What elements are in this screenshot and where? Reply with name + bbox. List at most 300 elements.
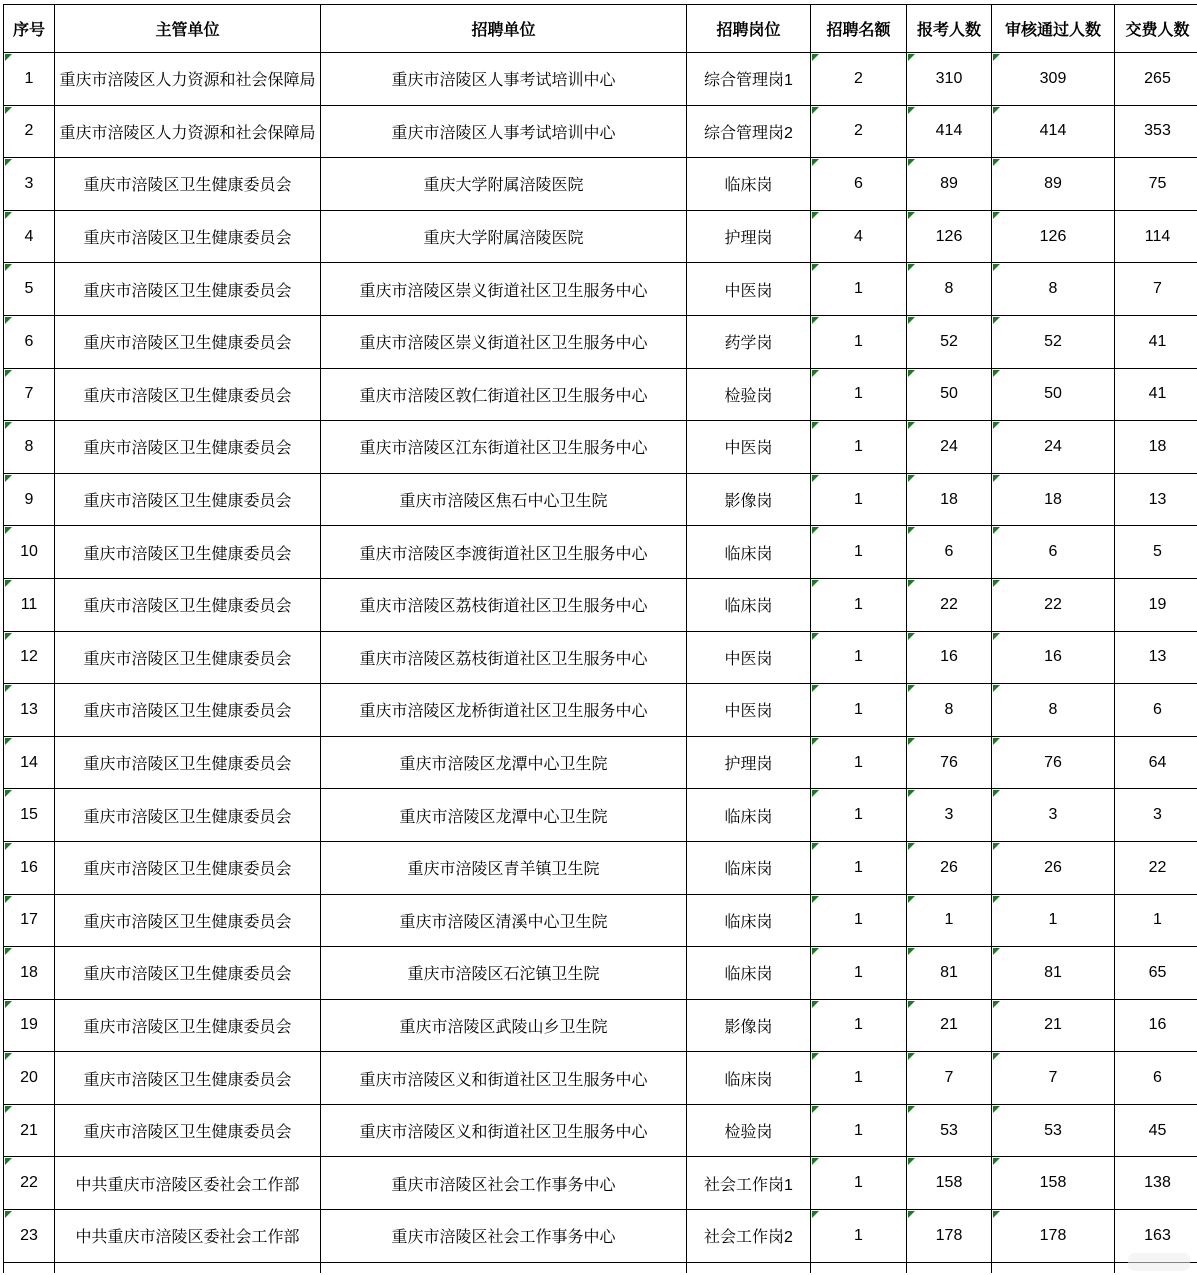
- cell-r19-c0[interactable]: 19: [4, 999, 55, 1052]
- cell-r14-c1[interactable]: 重庆市涪陵区卫生健康委员会: [55, 736, 321, 789]
- cell-r21-c7[interactable]: 45: [1115, 1104, 1197, 1157]
- cell-r21-c4[interactable]: 1: [811, 1104, 907, 1157]
- cell-r5-c0[interactable]: 5: [4, 263, 55, 316]
- cell-r23-c5[interactable]: 178: [907, 1210, 992, 1263]
- cell-r23-c2[interactable]: 重庆市涪陵区社会工作事务中心: [321, 1210, 687, 1263]
- cell-r17-c0[interactable]: 17: [4, 894, 55, 947]
- cell-r17-c5[interactable]: 1: [907, 894, 992, 947]
- number-as-text-triangle-icon: [908, 212, 915, 219]
- table-row: [4, 631, 1197, 684]
- cell-r12-c7[interactable]: 13: [1115, 631, 1197, 684]
- cell-r17-c1[interactable]: 重庆市涪陵区卫生健康委员会: [55, 894, 321, 947]
- number-as-text-triangle-icon: [5, 896, 12, 903]
- table-row: [4, 736, 1197, 789]
- table-row: [4, 841, 1197, 894]
- table-row: [4, 947, 1197, 1000]
- number-as-text-triangle-icon: [908, 685, 915, 692]
- cell-r11-c5[interactable]: 22: [907, 578, 992, 631]
- number-as-text-triangle-icon: [812, 159, 819, 166]
- cell-r14-c0[interactable]: 14: [4, 736, 55, 789]
- cell-r11-c1[interactable]: 重庆市涪陵区卫生健康委员会: [55, 578, 321, 631]
- cell-r1-c7[interactable]: 265: [1115, 53, 1197, 106]
- cell-r2-c2[interactable]: 重庆市涪陵区人事考试培训中心: [321, 105, 687, 158]
- table-row: [4, 894, 1197, 947]
- cell-r4-c4[interactable]: 4: [811, 210, 907, 263]
- cell-r2-c5[interactable]: 414: [907, 105, 992, 158]
- column-header-1[interactable]: 主管单位: [55, 5, 321, 53]
- table-row: [4, 789, 1197, 842]
- number-as-text-triangle-icon: [908, 896, 915, 903]
- cell-r16-c0[interactable]: 16: [4, 841, 55, 894]
- cell-r15-c3[interactable]: 临床岗: [687, 789, 811, 842]
- number-as-text-triangle-icon: [908, 527, 915, 534]
- table-row: [4, 999, 1197, 1052]
- cell-r15-c0[interactable]: 15: [4, 789, 55, 842]
- cell-r8-c3[interactable]: 中医岗: [687, 421, 811, 474]
- number-as-text-triangle-icon: [908, 422, 915, 429]
- number-as-text-triangle-icon: [812, 527, 819, 534]
- cell-r4-c3[interactable]: 护理岗: [687, 210, 811, 263]
- cell-r2-c0[interactable]: 2: [4, 105, 55, 158]
- cell-r6-c5[interactable]: 52: [907, 315, 992, 368]
- cell-r14-c7[interactable]: 64: [1115, 736, 1197, 789]
- cell-r12-c6[interactable]: 16: [992, 631, 1115, 684]
- number-as-text-triangle-icon: [5, 843, 12, 850]
- cell-r6-c4[interactable]: 1: [811, 315, 907, 368]
- partial-clipped-row: [4, 1262, 1197, 1273]
- cell-r11-c0[interactable]: 11: [4, 578, 55, 631]
- cell-r6-c1[interactable]: 重庆市涪陵区卫生健康委员会: [55, 315, 321, 368]
- cell-r19-c7[interactable]: 16: [1115, 999, 1197, 1052]
- number-as-text-triangle-icon: [812, 317, 819, 324]
- cell-r17-c4[interactable]: 1: [811, 894, 907, 947]
- cell-r23-c0[interactable]: 23: [4, 1210, 55, 1263]
- cell-r6-c6[interactable]: 52: [992, 315, 1115, 368]
- cell-r18-c2[interactable]: 重庆市涪陵区石沱镇卫生院: [321, 947, 687, 1000]
- number-as-text-triangle-icon: [908, 317, 915, 324]
- number-as-text-triangle-icon: [812, 370, 819, 377]
- empty-cell[interactable]: [4, 1262, 55, 1273]
- number-as-text-triangle-icon: [908, 1211, 915, 1218]
- number-as-text-triangle-icon: [812, 54, 819, 61]
- cell-r4-c6[interactable]: 126: [992, 210, 1115, 263]
- cell-r20-c0[interactable]: 20: [4, 1052, 55, 1105]
- empty-cell[interactable]: [687, 1262, 811, 1273]
- cell-r3-c4[interactable]: 6: [811, 158, 907, 211]
- cell-r6-c7[interactable]: 41: [1115, 315, 1197, 368]
- cell-r7-c7[interactable]: 41: [1115, 368, 1197, 421]
- cell-r22-c5[interactable]: 158: [907, 1157, 992, 1210]
- cell-r17-c2[interactable]: 重庆市涪陵区清溪中心卫生院: [321, 894, 687, 947]
- cell-r9-c0[interactable]: 9: [4, 473, 55, 526]
- number-as-text-triangle-icon: [5, 159, 12, 166]
- cell-r17-c7[interactable]: 1: [1115, 894, 1197, 947]
- number-as-text-triangle-icon: [5, 685, 12, 692]
- cell-r5-c3[interactable]: 中医岗: [687, 263, 811, 316]
- cell-r20-c7[interactable]: 6: [1115, 1052, 1197, 1105]
- cell-r5-c5[interactable]: 8: [907, 263, 992, 316]
- cell-r18-c7[interactable]: 65: [1115, 947, 1197, 1000]
- cell-r10-c0[interactable]: 10: [4, 526, 55, 579]
- cell-r13-c6[interactable]: 8: [992, 684, 1115, 737]
- cell-r23-c6[interactable]: 178: [992, 1210, 1115, 1263]
- table-row: [4, 53, 1197, 106]
- cell-r18-c4[interactable]: 1: [811, 947, 907, 1000]
- table-row: [4, 1104, 1197, 1157]
- cell-r2-c4[interactable]: 2: [811, 105, 907, 158]
- cell-r18-c1[interactable]: 重庆市涪陵区卫生健康委员会: [55, 947, 321, 1000]
- number-as-text-triangle-icon: [812, 580, 819, 587]
- number-as-text-triangle-icon: [5, 422, 12, 429]
- cell-r1-c1[interactable]: 重庆市涪陵区人力资源和社会保障局: [55, 53, 321, 106]
- cell-r11-c3[interactable]: 临床岗: [687, 578, 811, 631]
- cell-r14-c5[interactable]: 76: [907, 736, 992, 789]
- cell-r5-c1[interactable]: 重庆市涪陵区卫生健康委员会: [55, 263, 321, 316]
- empty-cell[interactable]: [321, 1262, 687, 1273]
- number-as-text-triangle-icon: [812, 790, 819, 797]
- cell-r8-c6[interactable]: 24: [992, 421, 1115, 474]
- number-as-text-triangle-icon: [908, 948, 915, 955]
- number-as-text-triangle-icon: [908, 580, 915, 587]
- number-as-text-triangle-icon: [993, 738, 1000, 745]
- number-as-text-triangle-icon: [812, 896, 819, 903]
- number-as-text-triangle-icon: [993, 159, 1000, 166]
- table-row: [4, 1210, 1197, 1263]
- number-as-text-triangle-icon: [993, 1211, 1000, 1218]
- number-as-text-triangle-icon: [812, 1211, 819, 1218]
- header-row: [4, 5, 1197, 53]
- cell-r10-c4[interactable]: 1: [811, 526, 907, 579]
- cell-r10-c3[interactable]: 临床岗: [687, 526, 811, 579]
- column-header-5[interactable]: 报考人数: [907, 5, 992, 53]
- cell-r22-c1[interactable]: 中共重庆市涪陵区委社会工作部: [55, 1157, 321, 1210]
- cell-r13-c7[interactable]: 6: [1115, 684, 1197, 737]
- cell-r12-c3[interactable]: 中医岗: [687, 631, 811, 684]
- number-as-text-triangle-icon: [908, 54, 915, 61]
- cell-r16-c3[interactable]: 临床岗: [687, 841, 811, 894]
- cell-r11-c2[interactable]: 重庆市涪陵区荔枝街道社区卫生服务中心: [321, 578, 687, 631]
- cell-r12-c5[interactable]: 16: [907, 631, 992, 684]
- number-as-text-triangle-icon: [993, 264, 1000, 271]
- cell-r10-c2[interactable]: 重庆市涪陵区李渡街道社区卫生服务中心: [321, 526, 687, 579]
- cell-r1-c6[interactable]: 309: [992, 53, 1115, 106]
- cell-r11-c6[interactable]: 22: [992, 578, 1115, 631]
- cell-r20-c6[interactable]: 7: [992, 1052, 1115, 1105]
- number-as-text-triangle-icon: [812, 1001, 819, 1008]
- cell-r2-c6[interactable]: 414: [992, 105, 1115, 158]
- cell-r16-c7[interactable]: 22: [1115, 841, 1197, 894]
- number-as-text-triangle-icon: [993, 896, 1000, 903]
- number-as-text-triangle-icon: [908, 107, 915, 114]
- cell-r16-c6[interactable]: 26: [992, 841, 1115, 894]
- cell-r4-c2[interactable]: 重庆大学附属涪陵医院: [321, 210, 687, 263]
- column-header-3[interactable]: 招聘岗位: [687, 5, 811, 53]
- screen-artifact-smudge: [1128, 1253, 1190, 1271]
- cell-r23-c1[interactable]: 中共重庆市涪陵区委社会工作部: [55, 1210, 321, 1263]
- number-as-text-triangle-icon: [5, 1106, 12, 1113]
- table-body: [4, 53, 1197, 1274]
- cell-r7-c6[interactable]: 50: [992, 368, 1115, 421]
- cell-r15-c4[interactable]: 1: [811, 789, 907, 842]
- number-as-text-triangle-icon: [5, 107, 12, 114]
- cell-r10-c1[interactable]: 重庆市涪陵区卫生健康委员会: [55, 526, 321, 579]
- cell-r9-c5[interactable]: 18: [907, 473, 992, 526]
- cell-r15-c6[interactable]: 3: [992, 789, 1115, 842]
- number-as-text-triangle-icon: [993, 475, 1000, 482]
- cell-r3-c7[interactable]: 75: [1115, 158, 1197, 211]
- cell-r8-c4[interactable]: 1: [811, 421, 907, 474]
- cell-r9-c7[interactable]: 13: [1115, 473, 1197, 526]
- cell-r15-c2[interactable]: 重庆市涪陵区龙潭中心卫生院: [321, 789, 687, 842]
- cell-r16-c5[interactable]: 26: [907, 841, 992, 894]
- cell-r7-c3[interactable]: 检验岗: [687, 368, 811, 421]
- number-as-text-triangle-icon: [5, 633, 12, 640]
- number-as-text-triangle-icon: [993, 1158, 1000, 1165]
- cell-r14-c4[interactable]: 1: [811, 736, 907, 789]
- cell-r6-c0[interactable]: 6: [4, 315, 55, 368]
- cell-r4-c7[interactable]: 114: [1115, 210, 1197, 263]
- cell-r13-c3[interactable]: 中医岗: [687, 684, 811, 737]
- number-as-text-triangle-icon: [5, 738, 12, 745]
- cell-r12-c4[interactable]: 1: [811, 631, 907, 684]
- cell-r22-c4[interactable]: 1: [811, 1157, 907, 1210]
- cell-r2-c1[interactable]: 重庆市涪陵区人力资源和社会保障局: [55, 105, 321, 158]
- number-as-text-triangle-icon: [812, 843, 819, 850]
- number-as-text-triangle-icon: [993, 370, 1000, 377]
- number-as-text-triangle-icon: [812, 107, 819, 114]
- cell-r14-c2[interactable]: 重庆市涪陵区龙潭中心卫生院: [321, 736, 687, 789]
- cell-r3-c1[interactable]: 重庆市涪陵区卫生健康委员会: [55, 158, 321, 211]
- cell-r1-c2[interactable]: 重庆市涪陵区人事考试培训中心: [321, 53, 687, 106]
- empty-cell[interactable]: [55, 1262, 321, 1273]
- cell-r16-c2[interactable]: 重庆市涪陵区青羊镇卫生院: [321, 841, 687, 894]
- number-as-text-triangle-icon: [5, 317, 12, 324]
- number-as-text-triangle-icon: [993, 212, 1000, 219]
- cell-r13-c0[interactable]: 13: [4, 684, 55, 737]
- cell-r21-c3[interactable]: 检验岗: [687, 1104, 811, 1157]
- number-as-text-triangle-icon: [5, 1001, 12, 1008]
- number-as-text-triangle-icon: [5, 212, 12, 219]
- cell-r2-c7[interactable]: 353: [1115, 105, 1197, 158]
- cell-r3-c0[interactable]: 3: [4, 158, 55, 211]
- cell-r11-c7[interactable]: 19: [1115, 578, 1197, 631]
- number-as-text-triangle-icon: [812, 264, 819, 271]
- cell-r14-c6[interactable]: 76: [992, 736, 1115, 789]
- cell-r17-c3[interactable]: 临床岗: [687, 894, 811, 947]
- cell-r1-c3[interactable]: 综合管理岗1: [687, 53, 811, 106]
- number-as-text-triangle-icon: [812, 1106, 819, 1113]
- cell-r20-c4[interactable]: 1: [811, 1052, 907, 1105]
- number-as-text-triangle-icon: [908, 633, 915, 640]
- cell-r2-c3[interactable]: 综合管理岗2: [687, 105, 811, 158]
- number-as-text-triangle-icon: [812, 948, 819, 955]
- number-as-text-triangle-icon: [908, 1053, 915, 1060]
- table-row: [4, 105, 1197, 158]
- cell-r22-c3[interactable]: 社会工作岗1: [687, 1157, 811, 1210]
- cell-r15-c5[interactable]: 3: [907, 789, 992, 842]
- cell-r15-c1[interactable]: 重庆市涪陵区卫生健康委员会: [55, 789, 321, 842]
- number-as-text-triangle-icon: [993, 1053, 1000, 1060]
- cell-r19-c6[interactable]: 21: [992, 999, 1115, 1052]
- cell-r8-c7[interactable]: 18: [1115, 421, 1197, 474]
- cell-r1-c0[interactable]: 1: [4, 53, 55, 106]
- cell-r1-c5[interactable]: 310: [907, 53, 992, 106]
- cell-r10-c6[interactable]: 6: [992, 526, 1115, 579]
- cell-r19-c4[interactable]: 1: [811, 999, 907, 1052]
- cell-r13-c4[interactable]: 1: [811, 684, 907, 737]
- cell-r18-c3[interactable]: 临床岗: [687, 947, 811, 1000]
- cell-r13-c5[interactable]: 8: [907, 684, 992, 737]
- cell-r8-c1[interactable]: 重庆市涪陵区卫生健康委员会: [55, 421, 321, 474]
- cell-r8-c5[interactable]: 24: [907, 421, 992, 474]
- column-header-4[interactable]: 招聘名额: [811, 5, 907, 53]
- cell-r1-c4[interactable]: 2: [811, 53, 907, 106]
- cell-r17-c6[interactable]: 1: [992, 894, 1115, 947]
- table-row: [4, 684, 1197, 737]
- cell-r18-c0[interactable]: 18: [4, 947, 55, 1000]
- cell-r7-c1[interactable]: 重庆市涪陵区卫生健康委员会: [55, 368, 321, 421]
- cell-r9-c2[interactable]: 重庆市涪陵区焦石中心卫生院: [321, 473, 687, 526]
- table-row: [4, 421, 1197, 474]
- table-row: [4, 1052, 1197, 1105]
- number-as-text-triangle-icon: [993, 580, 1000, 587]
- cell-r8-c0[interactable]: 8: [4, 421, 55, 474]
- number-as-text-triangle-icon: [993, 633, 1000, 640]
- cell-r7-c4[interactable]: 1: [811, 368, 907, 421]
- cell-r12-c1[interactable]: 重庆市涪陵区卫生健康委员会: [55, 631, 321, 684]
- cell-r22-c0[interactable]: 22: [4, 1157, 55, 1210]
- number-as-text-triangle-icon: [5, 580, 12, 587]
- cell-r5-c4[interactable]: 1: [811, 263, 907, 316]
- cell-r19-c2[interactable]: 重庆市涪陵区武陵山乡卫生院: [321, 999, 687, 1052]
- table-row: [4, 1157, 1197, 1210]
- cell-r14-c3[interactable]: 护理岗: [687, 736, 811, 789]
- cell-r5-c6[interactable]: 8: [992, 263, 1115, 316]
- number-as-text-triangle-icon: [5, 1211, 12, 1218]
- cell-r7-c0[interactable]: 7: [4, 368, 55, 421]
- number-as-text-triangle-icon: [5, 264, 12, 271]
- table-row: [4, 263, 1197, 316]
- cell-r19-c1[interactable]: 重庆市涪陵区卫生健康委员会: [55, 999, 321, 1052]
- recruitment-statistics-table: [3, 4, 1197, 1273]
- cell-r21-c2[interactable]: 重庆市涪陵区义和街道社区卫生服务中心: [321, 1104, 687, 1157]
- number-as-text-triangle-icon: [812, 1158, 819, 1165]
- cell-r4-c1[interactable]: 重庆市涪陵区卫生健康委员会: [55, 210, 321, 263]
- cell-r4-c0[interactable]: 4: [4, 210, 55, 263]
- cell-r20-c5[interactable]: 7: [907, 1052, 992, 1105]
- cell-r10-c5[interactable]: 6: [907, 526, 992, 579]
- cell-r16-c1[interactable]: 重庆市涪陵区卫生健康委员会: [55, 841, 321, 894]
- cell-r10-c7[interactable]: 5: [1115, 526, 1197, 579]
- number-as-text-triangle-icon: [993, 1001, 1000, 1008]
- cell-r23-c7[interactable]: 163: [1115, 1210, 1197, 1263]
- cell-r20-c3[interactable]: 临床岗: [687, 1052, 811, 1105]
- cell-r21-c5[interactable]: 53: [907, 1104, 992, 1157]
- cell-r3-c6[interactable]: 89: [992, 158, 1115, 211]
- cell-r22-c2[interactable]: 重庆市涪陵区社会工作事务中心: [321, 1157, 687, 1210]
- number-as-text-triangle-icon: [993, 1106, 1000, 1113]
- cell-r3-c3[interactable]: 临床岗: [687, 158, 811, 211]
- number-as-text-triangle-icon: [908, 790, 915, 797]
- number-as-text-triangle-icon: [993, 317, 1000, 324]
- cell-r6-c3[interactable]: 药学岗: [687, 315, 811, 368]
- cell-r13-c2[interactable]: 重庆市涪陵区龙桥街道社区卫生服务中心: [321, 684, 687, 737]
- cell-r19-c5[interactable]: 21: [907, 999, 992, 1052]
- cell-r13-c1[interactable]: 重庆市涪陵区卫生健康委员会: [55, 684, 321, 737]
- empty-cell[interactable]: [992, 1262, 1115, 1273]
- cell-r18-c6[interactable]: 81: [992, 947, 1115, 1000]
- number-as-text-triangle-icon: [993, 685, 1000, 692]
- column-header-7[interactable]: 交费人数: [1115, 5, 1197, 53]
- table-row: [4, 368, 1197, 421]
- number-as-text-triangle-icon: [5, 948, 12, 955]
- number-as-text-triangle-icon: [908, 843, 915, 850]
- cell-r6-c2[interactable]: 重庆市涪陵区崇义街道社区卫生服务中心: [321, 315, 687, 368]
- number-as-text-triangle-icon: [908, 370, 915, 377]
- cell-r20-c1[interactable]: 重庆市涪陵区卫生健康委员会: [55, 1052, 321, 1105]
- cell-r16-c4[interactable]: 1: [811, 841, 907, 894]
- table-row: [4, 210, 1197, 263]
- number-as-text-triangle-icon: [993, 790, 1000, 797]
- cell-r18-c5[interactable]: 81: [907, 947, 992, 1000]
- cell-r5-c2[interactable]: 重庆市涪陵区崇义街道社区卫生服务中心: [321, 263, 687, 316]
- column-header-6[interactable]: 审核通过人数: [992, 5, 1115, 53]
- cell-r9-c6[interactable]: 18: [992, 473, 1115, 526]
- cell-r4-c5[interactable]: 126: [907, 210, 992, 263]
- cell-r22-c7[interactable]: 138: [1115, 1157, 1197, 1210]
- number-as-text-triangle-icon: [908, 738, 915, 745]
- column-header-0[interactable]: 序号: [4, 5, 55, 53]
- number-as-text-triangle-icon: [812, 738, 819, 745]
- cell-r12-c0[interactable]: 12: [4, 631, 55, 684]
- cell-r7-c2[interactable]: 重庆市涪陵区敦仁街道社区卫生服务中心: [321, 368, 687, 421]
- number-as-text-triangle-icon: [993, 422, 1000, 429]
- cell-r20-c2[interactable]: 重庆市涪陵区义和街道社区卫生服务中心: [321, 1052, 687, 1105]
- cell-r21-c1[interactable]: 重庆市涪陵区卫生健康委员会: [55, 1104, 321, 1157]
- cell-r12-c2[interactable]: 重庆市涪陵区荔枝街道社区卫生服务中心: [321, 631, 687, 684]
- cell-r9-c1[interactable]: 重庆市涪陵区卫生健康委员会: [55, 473, 321, 526]
- cell-r21-c6[interactable]: 53: [992, 1104, 1115, 1157]
- number-as-text-triangle-icon: [5, 527, 12, 534]
- cell-r11-c4[interactable]: 1: [811, 578, 907, 631]
- number-as-text-triangle-icon: [5, 790, 12, 797]
- empty-cell[interactable]: [907, 1262, 992, 1273]
- cell-r19-c3[interactable]: 影像岗: [687, 999, 811, 1052]
- cell-r8-c2[interactable]: 重庆市涪陵区江东街道社区卫生服务中心: [321, 421, 687, 474]
- number-as-text-triangle-icon: [908, 1106, 915, 1113]
- table-row: [4, 158, 1197, 211]
- column-header-2[interactable]: 招聘单位: [321, 5, 687, 53]
- number-as-text-triangle-icon: [812, 422, 819, 429]
- cell-r3-c5[interactable]: 89: [907, 158, 992, 211]
- cell-r21-c0[interactable]: 21: [4, 1104, 55, 1157]
- cell-r9-c3[interactable]: 影像岗: [687, 473, 811, 526]
- cell-r22-c6[interactable]: 158: [992, 1157, 1115, 1210]
- table-row: [4, 526, 1197, 579]
- cell-r3-c2[interactable]: 重庆大学附属涪陵医院: [321, 158, 687, 211]
- cell-r7-c5[interactable]: 50: [907, 368, 992, 421]
- number-as-text-triangle-icon: [5, 1053, 12, 1060]
- number-as-text-triangle-icon: [812, 685, 819, 692]
- cell-r5-c7[interactable]: 7: [1115, 263, 1197, 316]
- cell-r15-c7[interactable]: 3: [1115, 789, 1197, 842]
- cell-r23-c4[interactable]: 1: [811, 1210, 907, 1263]
- cell-r9-c4[interactable]: 1: [811, 473, 907, 526]
- number-as-text-triangle-icon: [993, 527, 1000, 534]
- number-as-text-triangle-icon: [908, 1001, 915, 1008]
- cell-r23-c3[interactable]: 社会工作岗2: [687, 1210, 811, 1263]
- empty-cell[interactable]: [811, 1262, 907, 1273]
